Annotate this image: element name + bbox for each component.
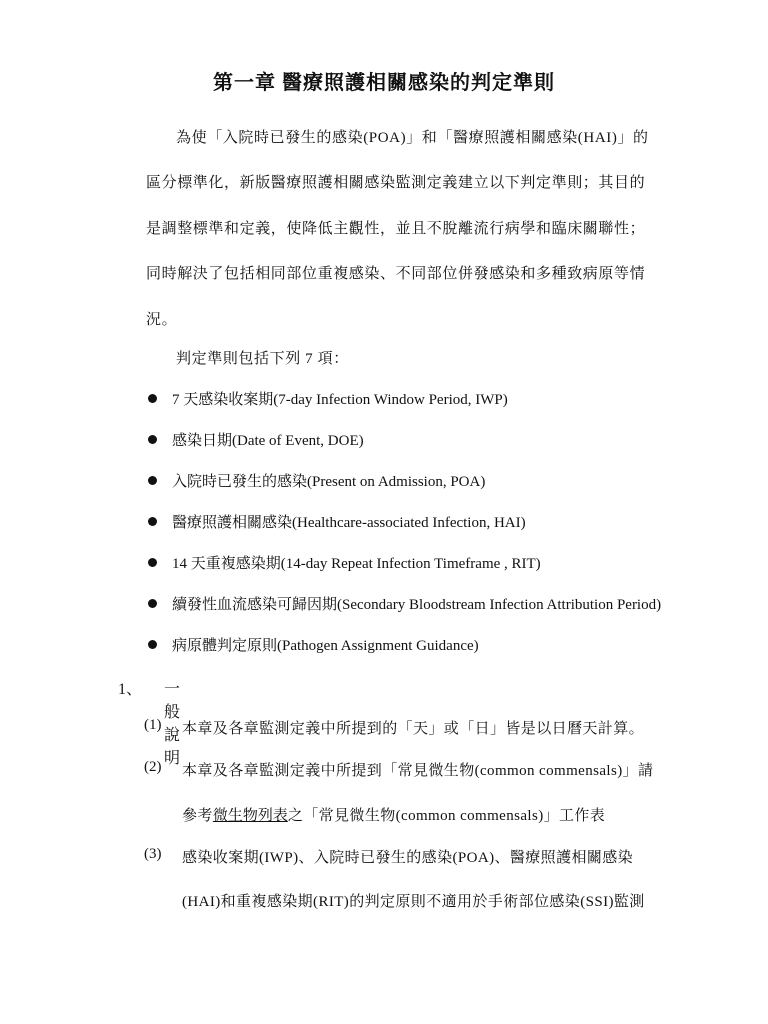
criteria-item-text: 14 天重複感染期(14-day Repeat Infection Timeframe , RIT) xyxy=(172,556,541,572)
criteria-item-text: 入院時已發生的感染(Present on Admission, POA) xyxy=(172,474,486,490)
intro-line: 同時解決了包括相同部位重複感染、不同部位併發感染和多種致病原等情 xyxy=(146,266,646,282)
item-text: (HAI)和重複感染期(RIT)的判定原則不適用於手術部位感染(SSI)監測 xyxy=(182,894,645,910)
criteria-item-text: 7 天感染收案期(7-day Infection Window Period, IWP) xyxy=(172,392,508,408)
criteria-item-text: 醫療照護相關感染(Healthcare-associated Infection, HAI) xyxy=(172,515,526,531)
item-number: (1) xyxy=(144,717,162,733)
criteria-intro: 判定準則包括下列 7 項： xyxy=(176,351,349,367)
criteria-item-text: 續發性血流感染可歸因期(Secondary Bloodstream Infection Attribution Period) xyxy=(172,597,662,613)
intro-line: 況。 xyxy=(146,312,178,328)
bullet-icon xyxy=(148,599,157,608)
intro-line: 為使「入院時已發生的感染(POA)」和「醫療照護相關感染(HAI)」的 xyxy=(176,130,649,146)
criteria-item-text: 病原體判定原則(Pathogen Assignment Guidance) xyxy=(172,638,479,654)
item-continuation xyxy=(182,804,605,825)
intro-line: 區分標準化，新版醫療照護相關感染監測定義建立以下判定準則；其目的 xyxy=(146,175,646,191)
criteria-item-text: 感染日期(Date of Event, DOE) xyxy=(172,433,364,449)
bullet-icon xyxy=(148,476,157,485)
bullet-icon xyxy=(148,640,157,649)
item-continuation xyxy=(182,890,645,911)
section-number: 1、 xyxy=(118,681,143,698)
item-text-prefix: 參考 xyxy=(182,808,213,824)
item-text: 本章及各章監測定義中所提到的「天」或「日」皆是以日曆天計算。 xyxy=(182,721,645,737)
intro-line: 是調整標準和定義，使降低主觀性，並且不脫離流行病學和臨床關聯性； xyxy=(146,221,646,237)
section-label: 一般說明 xyxy=(164,681,182,767)
bullet-icon xyxy=(148,517,157,526)
item-number: (3) xyxy=(144,846,162,862)
chapter-title: 第一章 醫療照護相關感染的判定準則 xyxy=(213,72,555,94)
bullet-icon xyxy=(148,394,157,403)
item-text: 本章及各章監測定義中所提到「常見微生物(common commensals)」請 xyxy=(182,763,654,779)
bullet-icon xyxy=(148,558,157,567)
bullet-icon xyxy=(148,435,157,444)
item-number: (2) xyxy=(144,759,162,775)
microbe-list-link[interactable]: 微生物列表 xyxy=(212,808,288,824)
item-text-suffix: 之「常見微生物(common commensals)」工作表 xyxy=(287,808,606,824)
item-text: 感染收案期(IWP)、入院時已發生的感染(POA)、醫療照護相關感染 xyxy=(182,850,634,866)
